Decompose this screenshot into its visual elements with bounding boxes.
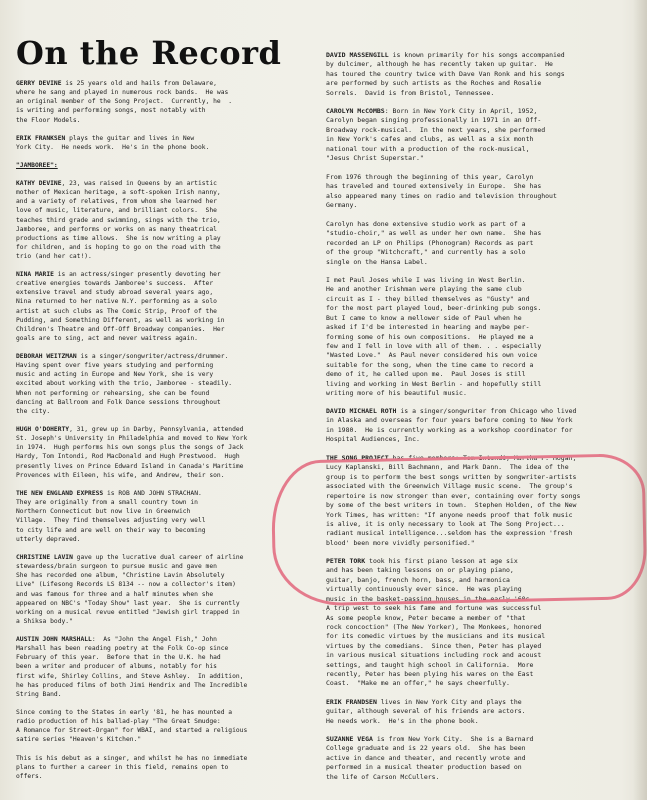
bio-carolyn-studio: Carolyn has done extensive studio work as part of a "studio-choir," as well as under her own name. She has recorded an LP on Philips (Phonogram) Records as part of the group "Witchcraft," and currently has a solo single on the Hansa Label. — [326, 220, 542, 266]
bio-david-michael-roth: DAVID MICHAEL ROTH is a singer/songwriter from Chicago who lived in Alaska and overseas for four years before coming to New York in 1980. He is currently working as a workshop coordinator for Hospital Audiences, Inc. — [326, 407, 577, 444]
bio-suzanne-vega: SUZANNE VEGA is from New York City. She is a Barnard College graduate and is 22 years old. She has been active in dance and theater, and recently wrote and performed in a musical theater production based on the life of Carson McCullers. — [326, 735, 534, 781]
bio-hugh-odoherty: HUGH O'DOHERTY, 31, grew up in Darby, Pennsylvania, attended St. Joseph's University in Philadelphia and moved to New York in 1974. Hugh performs his own songs plus the songs of Jack Hardy, Tom Intondi, Rod MacDonald and Hugh Prestwood. Hugh presently lives on Prince Edward Island in Canada's Maritime Provences with Eileen, his wife, and Andrew, their son. — [16, 426, 248, 479]
bio-austin-john-marshall: AUSTIN JOHN MARSHALL: As "John the Angel Fish," John Marshall has been reading poetry at the Folk Co-op since February of this year. Before that in the U.K. he had been a writer and producer of albums, notably for his first wife, Shirley Collins, and Steve Ashley. In addition, he has produced films of both Jimi Hendrix and The Incredible String Band. — [16, 636, 248, 698]
bio-erik-franksen: ERIK FRANKSEN plays the guitar and lives in New York City. He needs work. He's in the phone book. — [16, 135, 210, 152]
bio-austin-radio: Since coming to the States in early '81, he has mounted a radio production of his ballad-play "The Great Smudge: A Romance for Street-Organ" for WBAI, and started a religious satire series "Heaven's Kitchen." — [16, 709, 248, 744]
bio-erik-frandsen: ERIK FRANDSEN lives in New York City and plays the guitar, although several of his friends are actors. He needs work. He's in the phone book. — [326, 698, 526, 725]
bio-christine-lavin: CHRISTINE LAVIN gave up the lucrative dual career of airline stewardess/brain surgeon to pursue music and gave men She has recorded one album, "Christine Lavin Absolutely Live" (Lifesong Records LS 8134 -- now a collector's item) and was famous for three and a half minutes when she appeared on NBC's "Today Show" last year. She is currently working on a musical revue entitled "Jewish girl trapped in a Shiksa body." — [16, 554, 244, 625]
bio-peter-tork: PETER TORK took his first piano lesson at age six and has been taking lessons on or playing piano, guitar, banjo, french horn, bass, and harmonica virtually continuously ever since. He was playing music in the basket-passing houses in the early '60s. A trip west to seek his fame and fortune was successful As some people know, Peter became a member of "that rock concoction" (The New Yorker), The Monkees, honored for its comedic virtues by the musicians and its musical virtues by the comedians. Since then, Peter has played in various musical situations including rock and acoust settings, and taught high school in California. More recently, Peter has been plying his wares on the East Coast. "Make me an offer," he says cheerfully. — [326, 557, 546, 688]
bio-song-project: THE SONG PROJECT has five members: Tom Intondi, Martha P. Hogan, Lucy Kaplanski, Bill Bachmann, and Mark Dann. The idea of the group is to perform the best songs written by songwriter-artists associated with the Greenwich Village music scene. The group's repertoire is now stronger than ever, containing over forty songs by some of the best writers in town. Stephen Holden, of the New York Times, has written: "If anyone needs proof that folk music is alive, it is only necessary to look at The Song Project... radiant musical intelligence...seldom has the expression 'fresh blood' been more vividly personified." — [326, 454, 581, 547]
bio-new-england-express: THE NEW ENGLAND EXPRESS is ROB AND JOHN STRACHAN. They are originally from a small country town in Northern Connecticut but now live in Greenwich Village. They find themselves adjusting very well to city life and are well on their way to becoming utterly depraved. — [16, 490, 206, 543]
bio-deborah-weitzman: DEBORAH WEITZMAN is a singer/songwriter/actress/drummer. Having spent over five years studying and performing music and acting in Europe and New York, she is very excited about working with the trio, Jamboree - steadily. When not performing or rehearsing, she can be found dancing at Ballroom and Folk Dance sessions throughout the city. — [16, 353, 233, 415]
bio-paul-joses: I met Paul Joses while I was living in West Berlin. He and another Irishman were playing the same club circuit as I - they billed themselves as "Gusty" and for the most part played loud, beer-drinking pub songs. But I came to know a mellower side of Paul when he asked if I'd be interested in hearing and maybe per- forming some of his own compositions. He played me a few and I fell in love with all of them. . . especially "Wasted Love." As Paul never considered his own voice suitable for the song, when the time came to record a demo of it, he called upon me. Paul Joses is still living and working in West Berlin - and hopefully still writing more of his beautiful music. — [326, 276, 542, 398]
bio-kathy-devine: KATHY DEVINE, 23, was raised in Queens by an artistic mother of Mexican heritage, a soft-spoken Irish nanny, and a variety of relatives, from whom she learned her love of music, literature, and brilliant colors. She teaches third grade and swimming, sings with the trio, Jamboree, and performs or works on as many theatrical productions as time allows. She is now writing a play for children, and is hoping to go on the road with the trio (and her cat!). — [16, 180, 221, 261]
bio-gerry-devine: GERRY DEVINE is 25 years old and hails from Delaware, where he sang and played in numerous rock bands. He was an original member of the Song Project. Currently, he . is writing and performing songs, most notably with the Floor Models. — [16, 80, 233, 124]
section-jamboree: "JAMBOREE": — [16, 162, 58, 169]
bio-carolyn-mccombs: CAROLYN McCOMBS: Born in New York City in April, 1952, Carolyn began singing professionally in 1971 in an Off- Broadway rock-musical. In the next years, she performed in New York's cafes and clubs, as well as a six month national tour with a production of the rock-musical, "Jesus Christ Superstar." — [326, 107, 546, 163]
bio-carolyn-europe: From 1976 through the beginning of this year, Carolyn has traveled and toured extensively in Europe. She has also appeared many times on radio and television throughout Germany. — [326, 173, 557, 210]
page-title: On the Record — [16, 34, 282, 72]
bio-austin-debut: This is his debut as a singer, and whilst he has no immediate plans to further a career in this field, remains open to offers. — [16, 755, 248, 781]
page-edge-shadow — [633, 0, 647, 800]
bio-nina-marie: NINA MARIE is an actress/singer presently devoting her creative energies towards Jamboree's success. After extensive travel and study abroad several years ago, Nina returned to her native N.Y. performing as a solo artist at such clubs as The Comic Strip, Proof of the Pudding, and Something Different, as well as working in Children's Theatre and Off-Off Broadway companies. Her goals are to sing, act and never waitress again. — [16, 271, 225, 342]
bio-david-massengill: DAVID MASSENGILL is known primarily for his songs accompanied by dulcimer, although he has recently taken up guitar. He has toured the country twice with Dave Van Ronk and his songs are performed by such artists as the Roches and Rosalie Sorrels. David is from Bristol, Tennessee. — [326, 51, 565, 97]
